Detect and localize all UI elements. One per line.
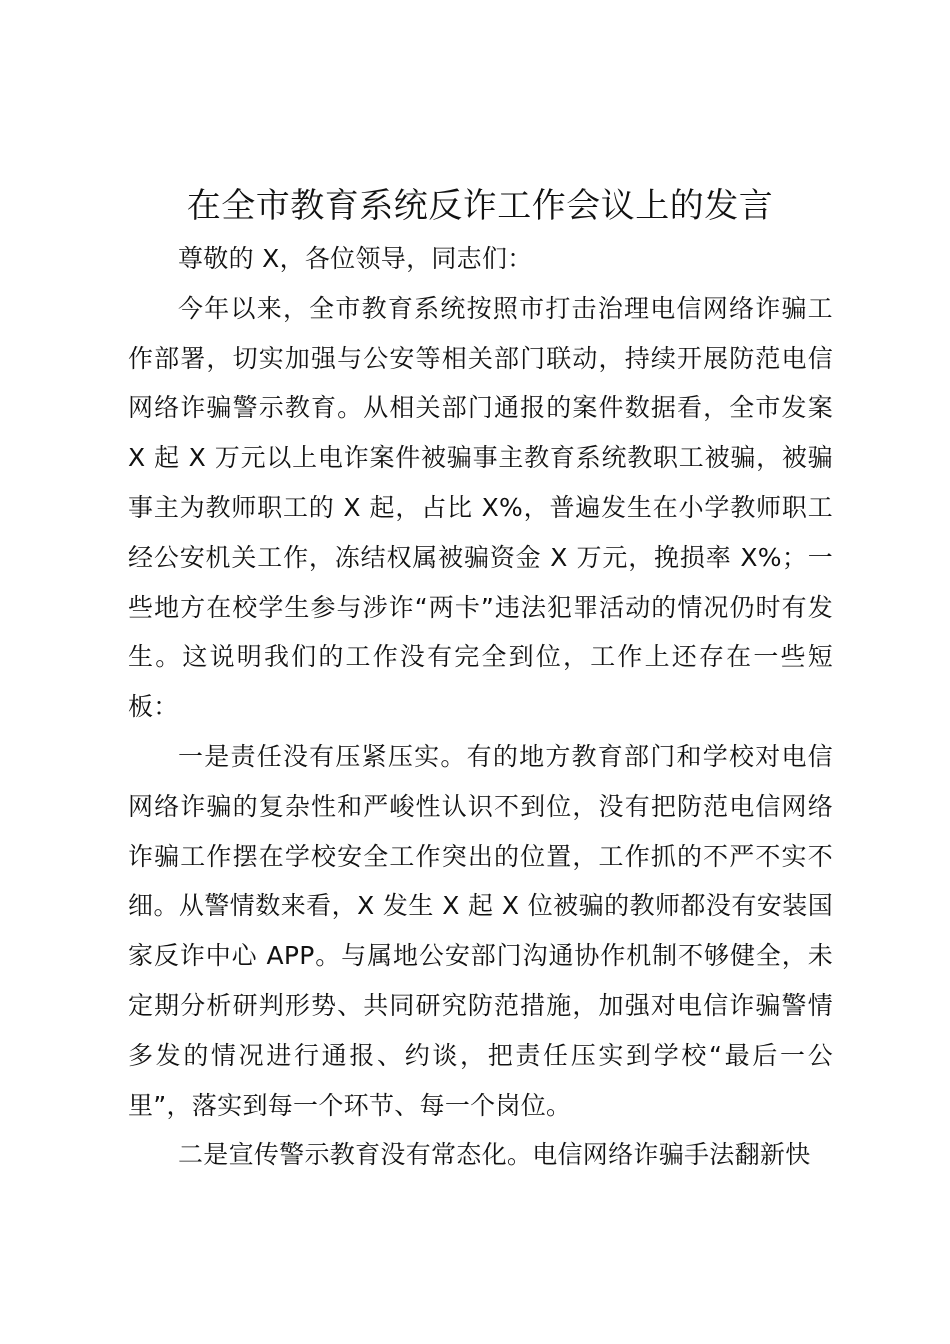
paragraph-point-two: 二是宣传警示教育没有常态化。电信网络诈骗手法翻新快 xyxy=(178,1140,811,1170)
paragraph-point-one: 一是责任没有压紧压实。有的地方教育部门和学校对电信网络诈骗的复杂性和严峻性认识不到位，没有把防范电信网络诈骗工作摆在学校安全工作突出的位置，工作抓的不严不实不细。从警情数来看，X 发生 X 起 X 位被骗的教师都没有安装国家反诈中心 APP。与属地公安部门沟通协作机制不够健全，未定期分析研判形势、共同研究防范措施，加强对电信诈骗警情多发的情况进行通报、约谈，把责任压实到学校“最后一公里”，落实到每一个环节、每一个岗位。 xyxy=(128,741,833,1120)
paragraph-intro: 今年以来，全市教育系统按照市打击治理电信网络诈骗工作部署，切实加强与公安等相关部门联动，持续开展防范电信网络诈骗警示教育。从相关部门通报的案件数据看，全市发案 X 起 X 万元以上电诈案件被骗事主教育系统教职工被骗，被骗事主为教师职工的 X 起，占比 X%，普遍发生在小学教师职工经公安机关工作，冻结权属被骗资金 X 万元，挽损率 X%；一些地方在校学生参与涉诈“两卡”违法犯罪活动的情况仍时有发生。这说明我们的工作没有完全到位，工作上还存在一些短板： xyxy=(128,293,833,722)
document-title: 在全市教育系统反诈工作会议上的发言 xyxy=(186,186,774,226)
document-body xyxy=(128,234,833,1180)
salutation: 尊敬的 X，各位领导，同志们： xyxy=(178,244,533,273)
